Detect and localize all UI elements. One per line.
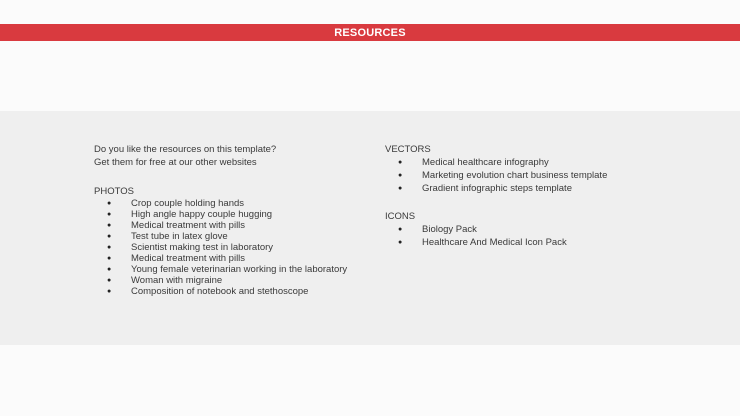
photo-link-label: Medical treatment with pills	[131, 253, 246, 264]
bullet-icon: ●	[107, 255, 112, 262]
icon-pack-link-item[interactable]	[385, 223, 685, 236]
right-column	[385, 143, 685, 249]
left-column	[94, 143, 364, 297]
photo-link-label: Young female veterinarian working in the laboratory	[131, 264, 348, 275]
vectors-section-title: VECTORS	[385, 144, 431, 155]
icon-pack-link-label: Healthcare And Medical Icon Pack	[422, 237, 567, 248]
bullet-icon: ●	[107, 233, 112, 240]
photo-link-label: Medical treatment with pills	[131, 220, 246, 231]
icon-pack-link-item[interactable]	[385, 236, 685, 249]
photo-link-item[interactable]	[94, 242, 364, 253]
photo-link-item[interactable]	[94, 264, 364, 275]
photo-link-label: Crop couple holding hands	[131, 198, 245, 209]
bullet-icon: ●	[107, 200, 112, 207]
photo-link-item[interactable]	[94, 275, 364, 286]
icon-pack-link-label: Biology Pack	[422, 224, 477, 235]
bullet-icon: ●	[398, 239, 403, 246]
vector-link-label: Gradient infographic steps template	[422, 183, 572, 194]
vector-link-label: Medical healthcare infography	[422, 157, 549, 168]
photo-link-item[interactable]	[94, 231, 364, 242]
bullet-icon: ●	[107, 222, 112, 229]
photo-link-item[interactable]	[94, 220, 364, 231]
bullet-icon: ●	[107, 211, 112, 218]
vector-link-label: Marketing evolution chart business template	[422, 170, 608, 181]
photo-link-item[interactable]	[94, 198, 364, 209]
vector-link-item[interactable]	[385, 156, 685, 169]
photo-link-label: High angle happy couple hugging	[131, 209, 273, 220]
page-title: RESOURCES	[334, 26, 406, 39]
bullet-icon: ●	[398, 226, 403, 233]
photos-list	[94, 198, 364, 297]
photo-link-label: Test tube in latex glove	[131, 231, 228, 242]
bullet-icon: ●	[107, 266, 112, 273]
icons-section-title: ICONS	[385, 211, 416, 222]
vector-link-item[interactable]	[385, 169, 685, 182]
vector-link-item[interactable]	[385, 182, 685, 195]
bullet-icon: ●	[107, 288, 112, 295]
header-bar	[0, 24, 740, 41]
photo-link-label: Woman with migraine	[131, 275, 223, 286]
photo-link-item[interactable]	[94, 253, 364, 264]
vectors-list	[385, 156, 685, 195]
icons-list	[385, 223, 685, 249]
photo-link-label: Composition of notebook and stethoscope	[131, 286, 309, 297]
bullet-icon: ●	[107, 244, 112, 251]
resources-panel	[0, 111, 740, 345]
photo-link-item[interactable]	[94, 209, 364, 220]
photo-link-item[interactable]	[94, 286, 364, 297]
photo-link-label: Scientist making test in laboratory	[131, 242, 274, 253]
bullet-icon: ●	[398, 185, 403, 192]
bullet-icon: ●	[398, 172, 403, 179]
bullet-icon: ●	[398, 159, 403, 166]
intro-line-2: Get them for free at our other websites	[94, 157, 257, 168]
bullet-icon: ●	[107, 277, 112, 284]
intro-line-1: Do you like the resources on this template?	[94, 144, 277, 155]
photos-section-title: PHOTOS	[94, 186, 134, 197]
